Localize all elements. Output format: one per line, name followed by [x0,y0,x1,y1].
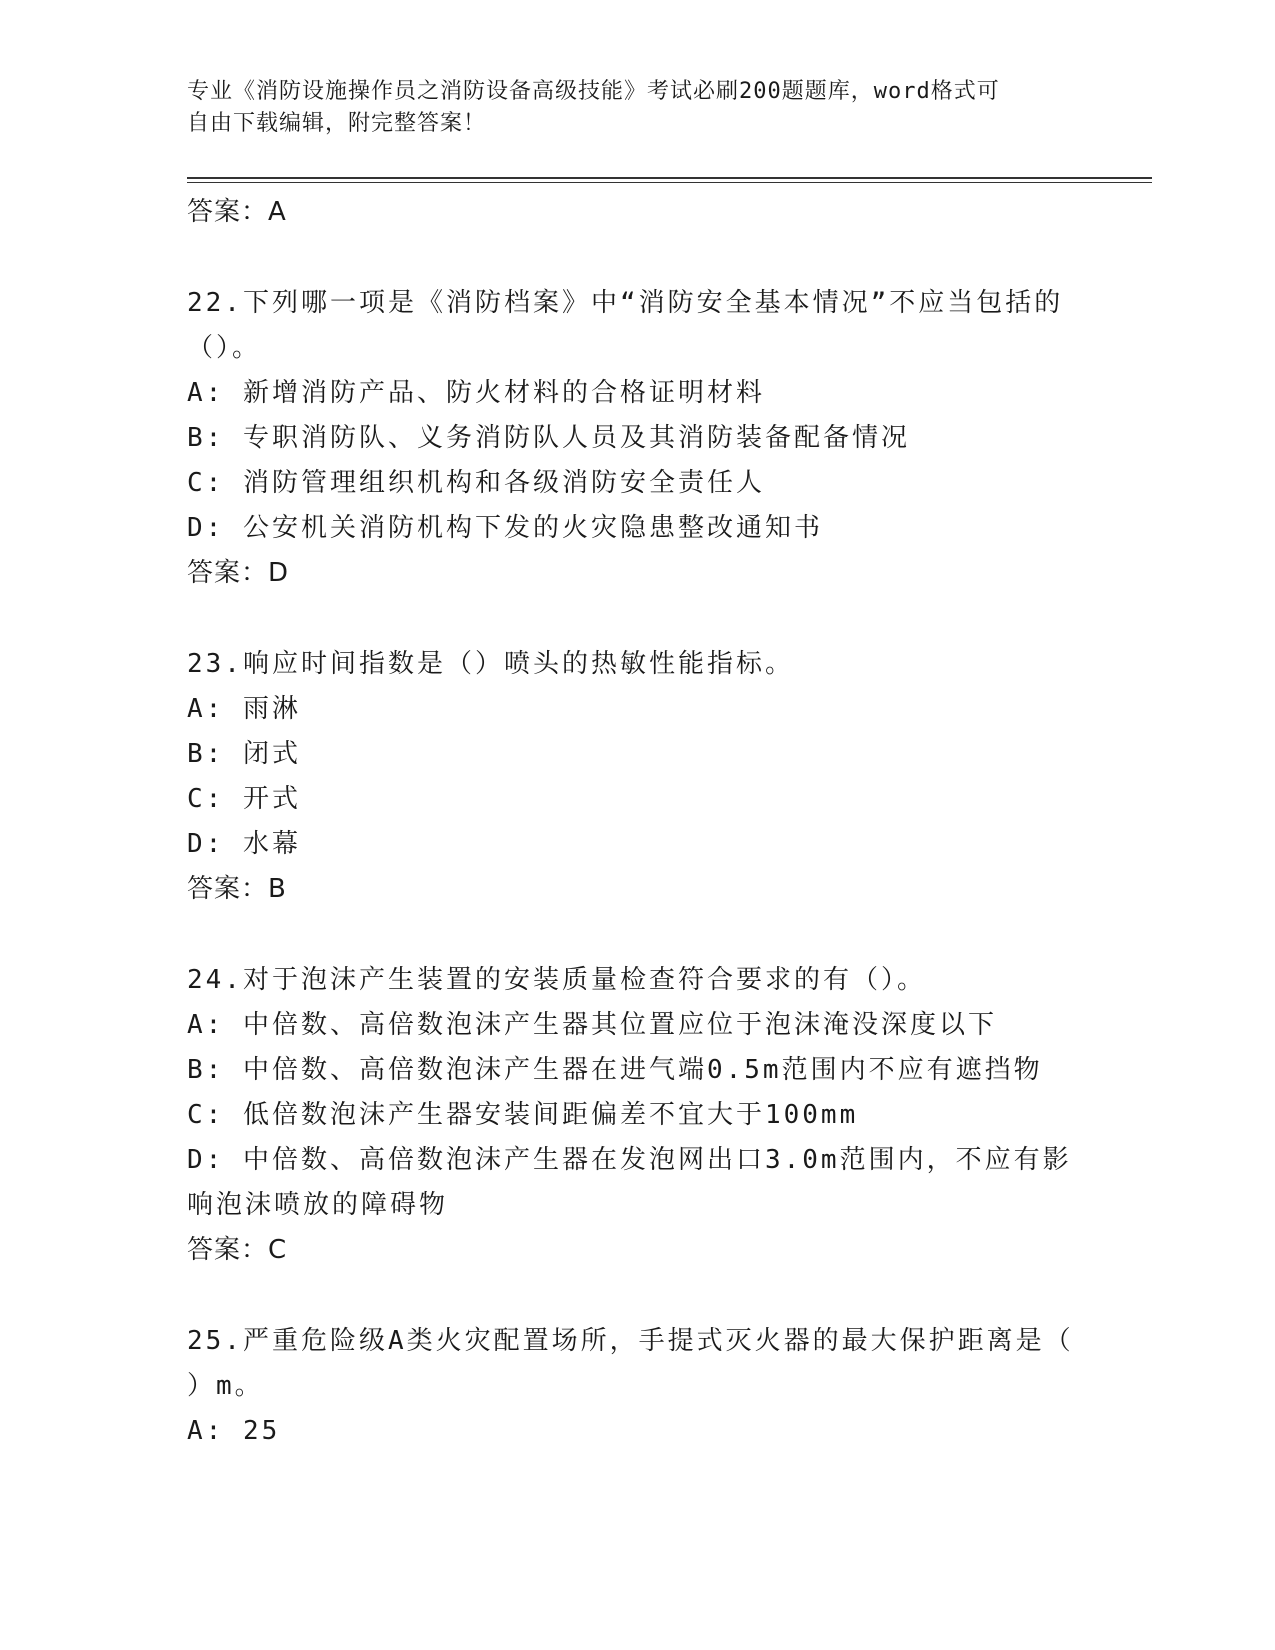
answer-line: 答案：B [187,874,287,904]
document-header [187,76,1067,140]
option-b: B: 闭式 [187,739,301,769]
option-c: C: 消防管理组织机构和各级消防安全责任人 [187,468,765,498]
answer-line: 答案：D [187,558,290,588]
option-a: A: 25 [187,1416,281,1446]
question-list [187,190,1087,1454]
option-c: C: 开式 [187,784,301,814]
answer-line: 答案：C [187,1235,288,1265]
header-divider-thick [187,177,1152,179]
option-c: C: 低倍数泡沫产生器安装间距偏差不宜大于100mm [187,1100,859,1130]
spacer [187,1273,1087,1319]
question-stem: （）。 [187,333,262,363]
question-stem: ）m。 [187,1371,264,1401]
option-b: B: 中倍数、高倍数泡沫产生器在进气端0.5m范围内不应有遮挡物 [187,1055,1043,1085]
header-divider-thin [187,182,1152,183]
option-a: A: 新增消防产品、防火材料的合格证明材料 [187,378,765,408]
spacer [187,912,1087,958]
question-stem: 24.对于泡沫产生装置的安装质量检查符合要求的有（）。 [187,965,926,995]
header-line-1: 专业《消防设施操作员之消防设备高级技能》考试必刷200题题库，word格式可 [187,79,1000,104]
answer-line: 答案：A [187,197,287,227]
option-b: B: 专职消防队、义务消防队人员及其消防装备配备情况 [187,423,910,453]
question-stem: 23.响应时间指数是（）喷头的热敏性能指标。 [187,649,794,679]
option-d: D: 水幕 [187,829,301,859]
spacer [187,235,1087,281]
option-d: D: 中倍数、高倍数泡沫产生器在发泡网出口3.0m范围内，不应有影 [187,1145,1072,1175]
question-stem: 22.下列哪一项是《消防档案》中“消防安全基本情况”不应当包括的 [187,288,1064,318]
option-d: D: 公安机关消防机构下发的火灾隐患整改通知书 [187,513,823,543]
question-stem: 25.严重危险级A类火灾配置场所，手提式灭火器的最大保护距离是（ [187,1326,1074,1356]
header-line-2: 自由下载编辑，附完整答案！ [187,111,487,136]
option-a: A: 中倍数、高倍数泡沫产生器其位置应位于泡沫淹没深度以下 [187,1010,997,1040]
option-a: A: 雨淋 [187,694,301,724]
spacer [187,596,1087,642]
option-d-continued: 响泡沫喷放的障碍物 [187,1190,449,1220]
